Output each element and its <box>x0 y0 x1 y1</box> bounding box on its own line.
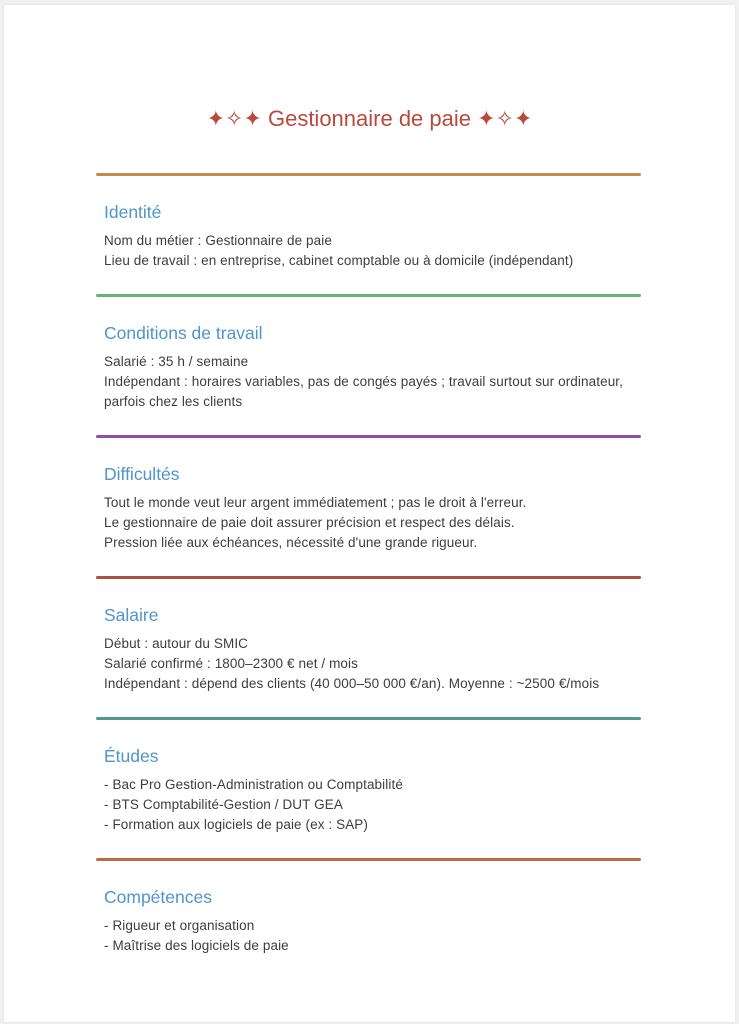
document-section <box>96 322 641 438</box>
document-section <box>96 745 641 861</box>
document-section <box>96 604 641 720</box>
body-line: Pression liée aux échéances, nécessité d'une grande rigueur. <box>104 535 478 550</box>
document-section <box>96 886 641 956</box>
body-line: Salarié : 35 h / semaine <box>104 354 249 369</box>
body-line: - Rigueur et organisation <box>104 918 255 933</box>
body-line: Indépendant : dépend des clients (40 000–50 000 €/an). Moyenne : ~2500 €/mois <box>104 676 600 691</box>
body-line: - Formation aux logiciels de paie (ex : SAP) <box>104 817 369 832</box>
body-line: - Maîtrise des logiciels de paie <box>104 938 289 953</box>
body-line: Indépendant : horaires variables, pas de congés payés ; travail surtout sur ordinateur, <box>104 374 624 389</box>
section-divider <box>96 576 641 579</box>
section-body <box>104 775 641 835</box>
section-divider <box>96 717 641 720</box>
section-heading: Identité <box>104 202 162 222</box>
document-section <box>96 463 641 579</box>
body-line: Tout le monde veut leur argent immédiatement ; pas le droit à l'erreur. <box>104 495 527 510</box>
section-body <box>104 231 641 271</box>
body-line: Salarié confirmé : 1800–2300 € net / mois <box>104 656 358 671</box>
body-line: parfois chez les clients <box>104 394 243 409</box>
document-section <box>96 201 641 297</box>
section-body <box>104 352 641 412</box>
body-line: Début : autour du SMIC <box>104 636 249 651</box>
document-page <box>4 5 735 1022</box>
body-line: Le gestionnaire de paie doit assurer précision et respect des délais. <box>104 515 515 530</box>
section-heading: Salaire <box>104 605 159 625</box>
section-body <box>104 916 641 956</box>
body-line: - Bac Pro Gestion-Administration ou Comptabilité <box>104 777 403 792</box>
section-divider <box>96 435 641 438</box>
body-line: - BTS Comptabilité-Gestion / DUT GEA <box>104 797 343 812</box>
section-heading: Conditions de travail <box>104 323 263 343</box>
section-divider <box>96 294 641 297</box>
section-divider <box>96 858 641 861</box>
sections-container <box>96 201 641 956</box>
section-heading: Compétences <box>104 887 212 907</box>
title-divider <box>96 173 641 176</box>
section-heading: Études <box>104 746 159 766</box>
body-line: Lieu de travail : en entreprise, cabinet comptable ou à domicile (indépendant) <box>104 253 574 268</box>
document-content <box>96 173 641 956</box>
section-body <box>104 634 641 694</box>
body-line: Nom du métier : Gestionnaire de paie <box>104 233 332 248</box>
section-body <box>104 493 641 553</box>
document-title: ✦✧✦ Gestionnaire de paie ✦✧✦ <box>206 106 533 131</box>
section-heading: Difficultés <box>104 464 180 484</box>
